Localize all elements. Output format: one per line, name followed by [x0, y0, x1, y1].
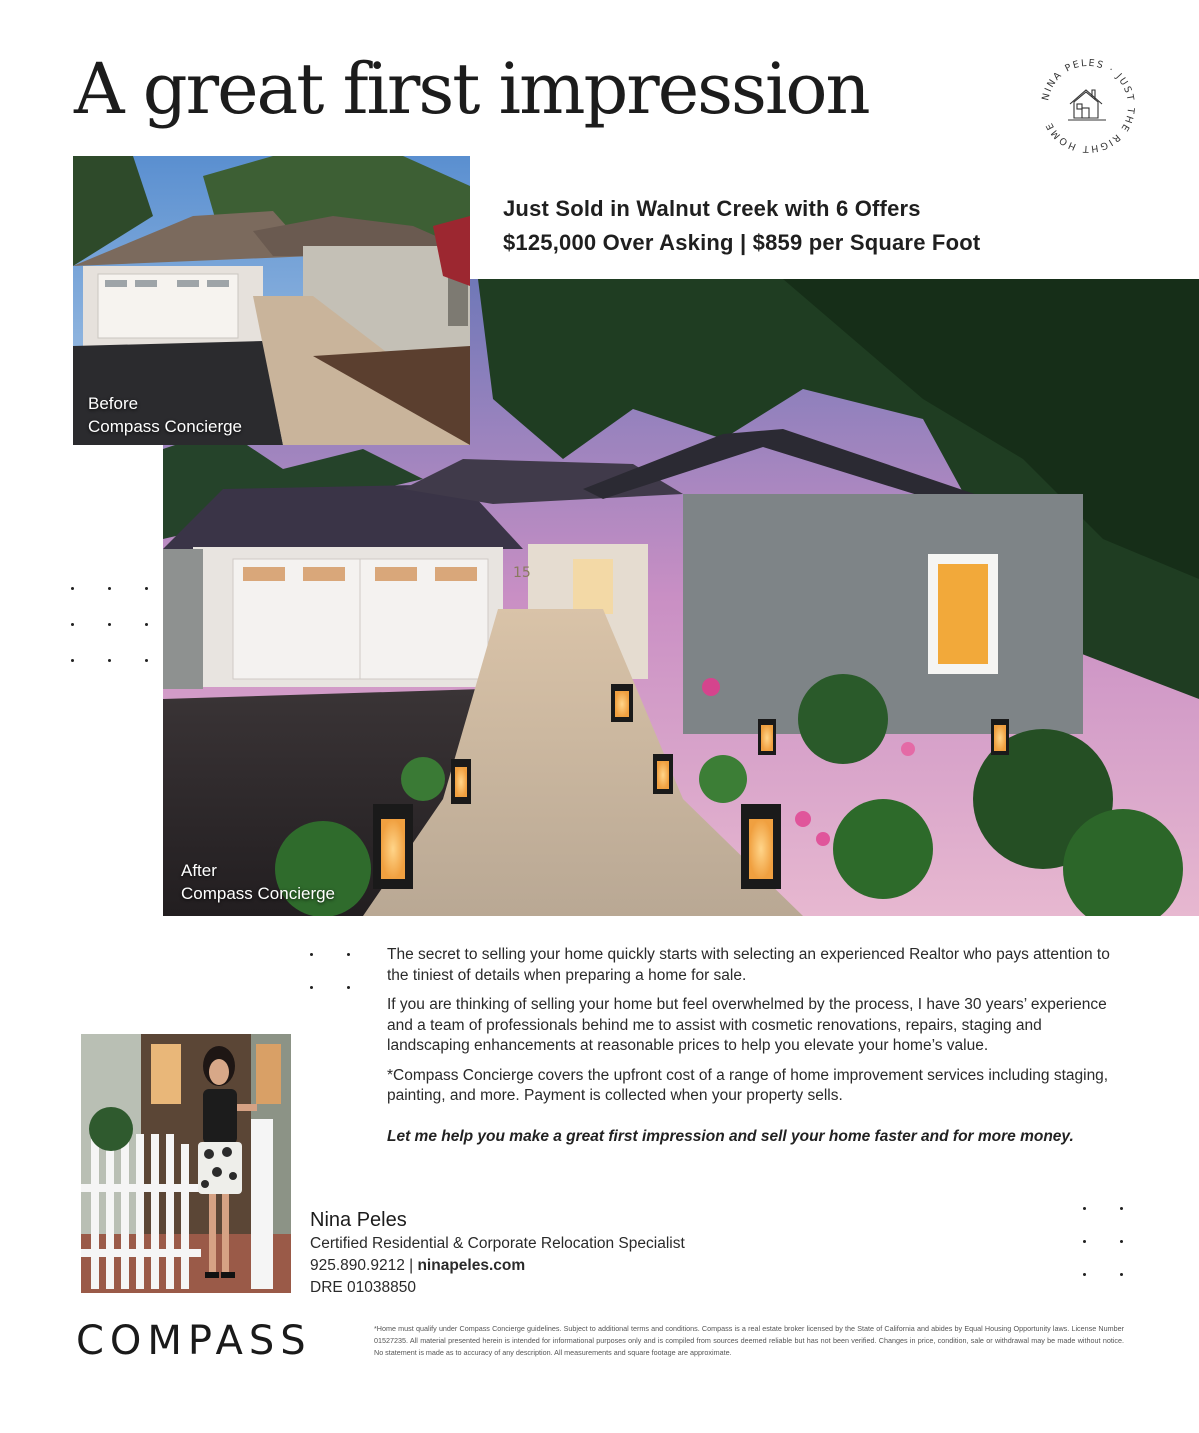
- agent-name: Nina Peles: [310, 1209, 407, 1231]
- contact-separator: |: [404, 1257, 418, 1274]
- body-paragraph-1: The secret to selling your home quickly starts with selecting an experienced Realtor who pays attention to the tiniest of details when preparing a home for sale.: [387, 946, 1110, 984]
- sale-summary: [503, 192, 980, 260]
- after-caption-line-2: Compass Concierge: [181, 884, 336, 903]
- sale-summary-line-2: $125,000 Over Asking | $859 per Square Foot: [503, 230, 981, 255]
- legal-disclaimer: *Home must qualify under Compass Concierge guidelines. Subject to additional terms and conditions. Compass is a real estate broker licensed by the State of California and abides by Equal Housing Opportunity laws. License Number 01527235. All material presented herein is intended for informational purposes only and is compiled from sources deemed reliable but has not been verified. Changes in price, condition, sale or withdrawal may be made without notice. No statement is made as to accuracy of any description. All measurements and square footage are approximate.: [374, 1324, 1124, 1357]
- body-tagline: Let me help you make a great first impression and sell your home faster and for more money.: [387, 1127, 1074, 1145]
- before-photo: [73, 156, 470, 445]
- agent-title: Certified Residential & Corporate Relocation Specialist: [310, 1235, 685, 1252]
- agent-seal-logo: [1036, 54, 1140, 158]
- seal-text: NINA PELES · JUST THE RIGHT HOME: [1040, 57, 1137, 155]
- agent-phone[interactable]: 925.890.9212: [310, 1257, 405, 1274]
- decorative-dots-center: [310, 953, 350, 989]
- decorative-dots-right: [1083, 1207, 1123, 1276]
- before-caption: [88, 392, 242, 438]
- page-headline: A great first impression: [74, 48, 869, 130]
- agent-website-link[interactable]: ninapeles.com: [417, 1257, 526, 1274]
- agent-contact: [310, 1255, 685, 1277]
- svg-text:NINA PELES · JUST THE RIGHT HO: [1040, 58, 1136, 154]
- body-paragraph-2: If you are thinking of selling your home but feel overwhelmed by the process, I have 30 years’ experience and a team of professionals behind me to assist with cosmetic renovations, repairs, staging and landscaping enhancements at reasonable prices to help you elevate your home’s value.: [387, 996, 1107, 1054]
- after-caption-line-1: After: [181, 861, 217, 880]
- decorative-dots-left: [71, 587, 148, 662]
- agent-info: [310, 1207, 685, 1299]
- house-sketch-icon: [1068, 90, 1106, 120]
- body-paragraph-3: *Compass Concierge covers the upfront cost of a range of home improvement services including staging, painting, and more. Payment is collected when your property sells.: [387, 1066, 1109, 1104]
- sale-summary-line-1: Just Sold in Walnut Creek with 6 Offers: [503, 196, 921, 221]
- before-caption-line-2: Compass Concierge: [88, 417, 243, 436]
- agent-portrait: [81, 1034, 291, 1293]
- compass-logo: COMPASS: [76, 1318, 312, 1364]
- after-caption: [181, 859, 335, 905]
- agent-license: DRE 01038850: [310, 1279, 416, 1296]
- body-copy: [387, 945, 1127, 1156]
- before-caption-line-1: Before: [88, 394, 139, 413]
- house-number: 15: [513, 565, 531, 581]
